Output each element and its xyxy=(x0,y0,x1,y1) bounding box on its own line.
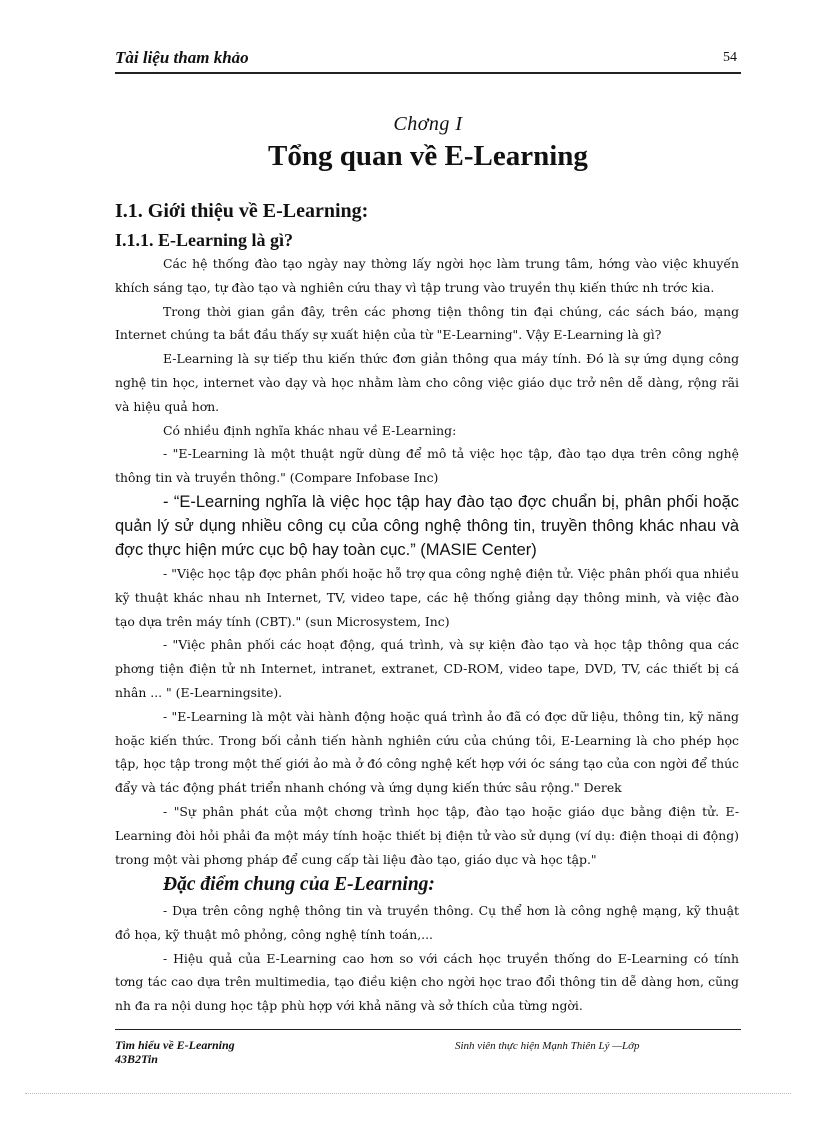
features-list xyxy=(115,899,739,1018)
paragraph: Trong thời gian gần đây, trên các phơng tiện thông tin đại chúng, các sách báo, mạng Internet chúng ta bắt đầu thấy sự xuất hiện của từ "E-Learning". Vậy E-Learning là gì? xyxy=(115,303,739,343)
definition-item: - "Việc học tập đợc phân phối hoặc hỗ trợ qua công nghệ điện tử. Việc phân phối qua nhiều kỹ thuật khác nhau nh Internet, TV, video tape, các hệ thống giảng dạy thông minh, và việc đào tạo dựa trên máy tính (CBT)." (sun Microsystem, Inc) xyxy=(115,565,739,629)
footer-author: Sinh viên thực hiện Mạnh Thiên Lý —Lớp xyxy=(455,1040,640,1052)
subsection-heading: I.1.1. E-Learning là gì? xyxy=(115,230,294,250)
footer-left xyxy=(115,1038,235,1066)
paragraph: Các hệ thống đào tạo ngày nay thờng lấy ngời học làm trung tâm, hớng vào việc khuyến khích sáng tạo, tự đào tạo và nghiên cứu thay vì tập trung vào truyền thụ kiến thức nh trớc kia. xyxy=(115,256,739,295)
page-edge-dotted-line xyxy=(25,1093,791,1094)
footer-rule xyxy=(115,1029,741,1030)
page-number: 54 xyxy=(723,50,737,65)
body-text xyxy=(115,252,739,871)
features-heading: Đặc điểm chung của E-Learning: xyxy=(163,874,435,895)
feature-item: - Dựa trên công nghệ thông tin và truyền thông. Cụ thể hơn là công nghệ mạng, kỹ thuật đồ họa, kỹ thuật mô phỏng, công nghệ tính toán,... xyxy=(115,903,739,942)
header-rule xyxy=(115,72,741,74)
section-heading: I.1. Giới thiệu về E-Learning: xyxy=(115,200,369,222)
definition-item: - "E-Learning là một vài hành động hoặc quá trình ảo đã có đợc dữ liệu, thông tin, kỹ năng hoặc kiến thức. Trong bối cảnh tiến hành nghiên cứu của chúng tôi, E-Learning là cho phép học tập, học tập trong một thế giới ảo mà ở đó công nghệ kết hợp với óc sáng tạo của con ngời để thúc đẩy và tác động phát triển nhanh chóng và ứng dụng kiến thức sâu rộng." Derek xyxy=(115,708,739,796)
page-header xyxy=(115,44,739,74)
footer-title: Tìm hiểu về E-Learning xyxy=(115,1038,235,1052)
chapter-title: Tổng quan về E-Learning xyxy=(268,140,588,172)
paragraph: Có nhiều định nghĩa khác nhau về E-Learning: xyxy=(163,422,457,438)
definition-item: - "Việc phân phối các hoạt động, quá trình, và sự kiện đào tạo và học tập thông qua các phơng tiện điện tử nh Internet, intranet, extranet, CD-ROM, video tape, DVD, TV, các thiết bị cá nhân ... " (E-Learningsite). xyxy=(115,637,739,700)
paragraph: E-Learning là sự tiếp thu kiến thức đơn giản thông qua máy tính. Đó là sự ứng dụng công nghệ tin học, internet vào dạy và học nhằm làm cho công việc giáo dục trở nên dễ dàng, rộng rãi và hiệu quả hơn. xyxy=(115,351,739,414)
feature-item: - Hiệu quả của E-Learning cao hơn so với cách học truyền thống do E-Learning có tính tơng tác cao dựa trên multimedia, tạo điều kiện cho ngời học trao đổi thông tin dễ dàng hơn, cũng nh đa ra nội dung học tập phù hợp với khả năng và sở thích của từng ngời. xyxy=(115,950,739,1014)
footer-class: 43B2Tin xyxy=(115,1052,158,1066)
definition-item-emphasis: - “E-Learning nghĩa là việc học tập hay đào tạo đợc chuẩn bị, phân phối hoặc quản lý sử dụng nhiều công cụ của công nghệ thông tin, truyền thông khác nhau và đợc thực hiện mức cục bộ hay toàn cục.” (MASIE Center) xyxy=(115,492,739,559)
definition-item: - "Sự phân phát của một chơng trình học tập, đào tạo hoặc giáo dục bằng điện tử. E-Learning đòi hỏi phải đa một máy tính hoặc thiết bị điện tử vào sử dụng (ví dụ: điện thoại di động) trong một vài phơng pháp để cung cấp tài liệu đào tạo, giáo dục và học tập." xyxy=(115,803,739,867)
chapter-label: Chơng I xyxy=(393,113,463,135)
header-title: Tài liệu tham khảo xyxy=(115,48,249,67)
definition-item: - "E-Learning là một thuật ngữ dùng để mô tả việc học tập, đào tạo dựa trên công nghệ thông tin và truyền thông." (Compare Infobase Inc) xyxy=(115,446,739,486)
